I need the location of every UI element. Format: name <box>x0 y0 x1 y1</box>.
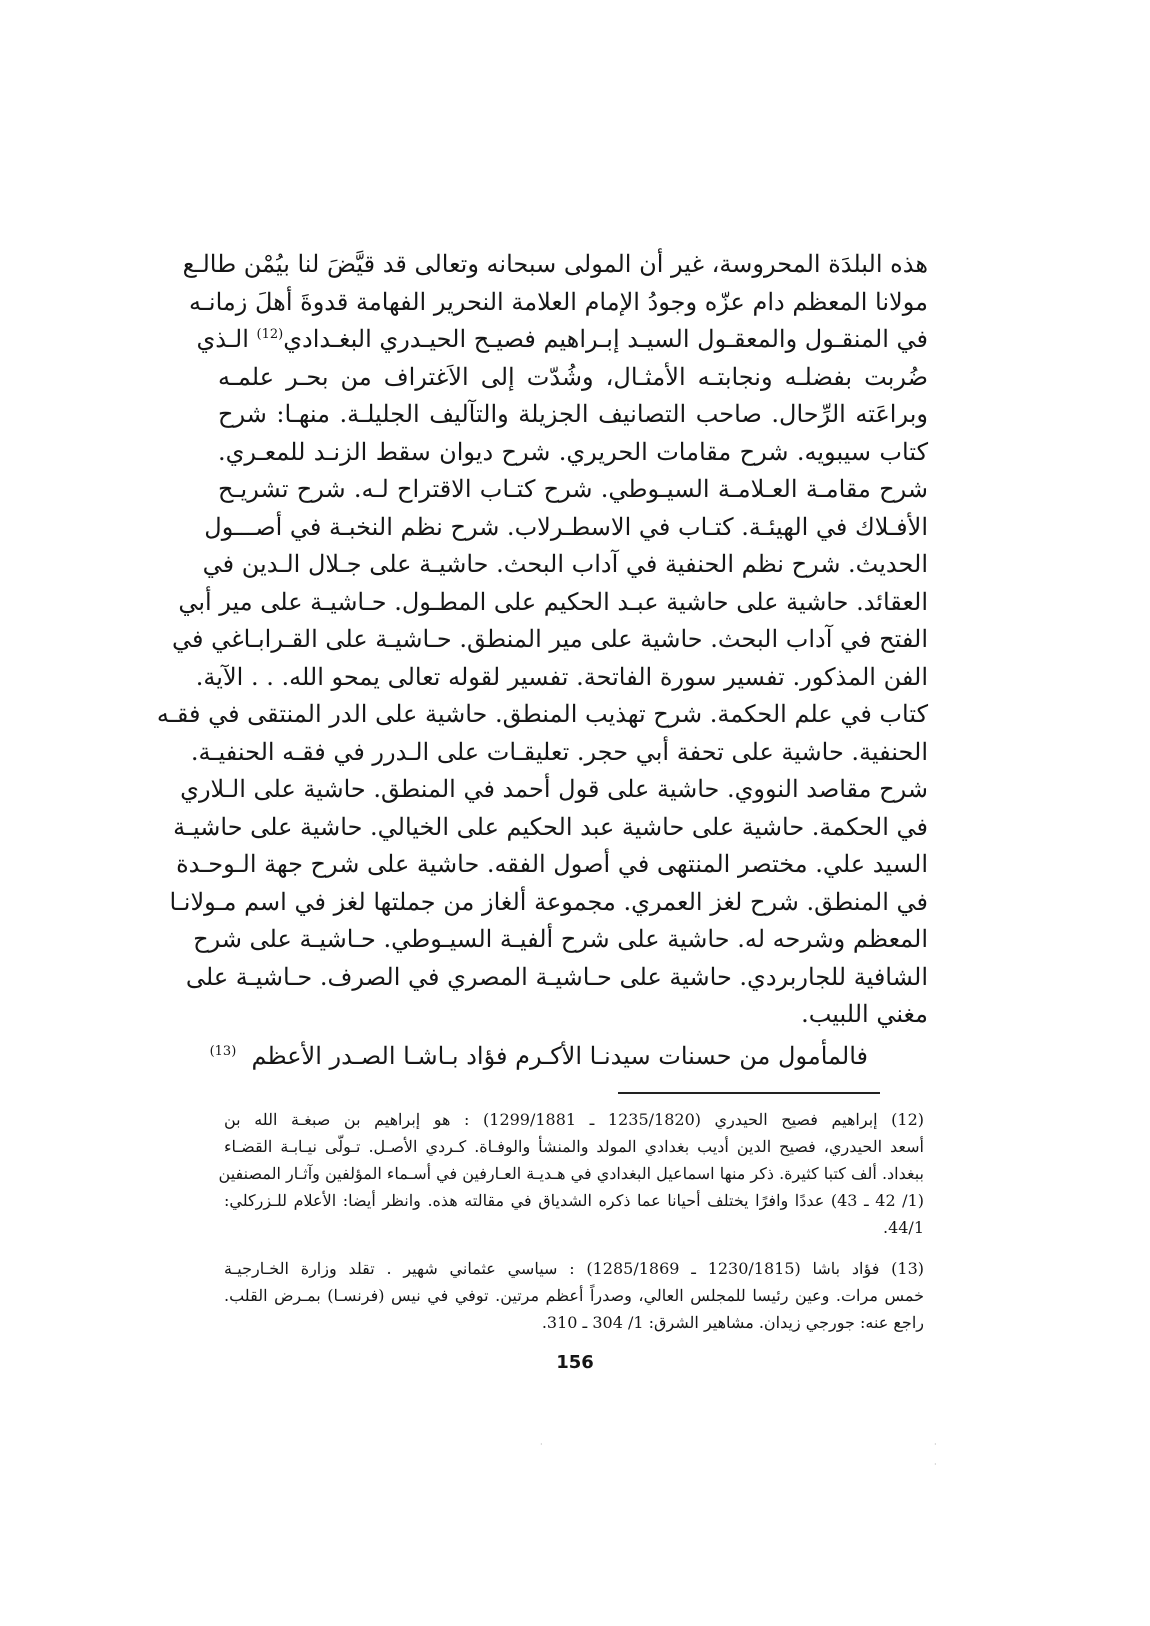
body-line: المعظم وشرحه له. حاشية على شرح ألفيـة السيـوطي. حـاشيـة على شرح <box>193 925 928 953</box>
body-line: هذه البلدَة المحروسة، غير أن المولى سبحانه وتعالى قد قيَّضَ لنا بيُمْن طالـع <box>182 250 928 278</box>
scan-speck: · <box>934 1440 937 1449</box>
body-line: كتاب سيبويه. شرح مقامات الحريري. شرح ديوان سقط الزنـد للمعـري. <box>218 437 928 466</box>
footnote-separator <box>618 1092 880 1094</box>
body-line: مولانا المعظم دام عزّه وجودُ الإمام العلامة النحرير الفهامة قدوةَ أهلَ زمانـه <box>189 287 928 316</box>
footnote-12 <box>218 1106 925 1241</box>
footnote-13 <box>224 1255 924 1336</box>
body-line: كتاب في علم الحكمة. شرح تهذيب المنطق. حاشية على الدر المنتقى في فقـه <box>156 700 928 728</box>
body-line: في المنطق. شرح لغز العمري. مجموعة ألغاز من جملتها لغز في اسم مـولانـا <box>169 887 928 916</box>
footnote-line: (12) إبراهيم فصيح الحيدري (1235/1820 ـ 1299/1881) : هو إبراهيم بن صبغـة الله بن <box>224 1110 925 1129</box>
body-line: الفن المذكور. تفسير سورة الفاتحة. تفسير لقوله تعالى يمحو الله. . . الآية. <box>195 662 928 691</box>
footnote-ref-13: (13) <box>209 1043 237 1059</box>
body-line: مغني اللبيب. <box>801 1000 928 1028</box>
footnote-line: 44/1. <box>882 1218 924 1237</box>
footnote-ref-12: (12) <box>256 327 284 342</box>
footnote-line: (1/ 42 ـ 43) عددًا وافرًا يختلف أحيانا عما ذكره الشدياق في مقالته هذه. وانظر أيضا: الأعلام للـزركلي: <box>224 1191 925 1210</box>
body-line: العقائد. حاشية على حاشية عبـد الحكيم على المطـول. حـاشيـة على مير أبي <box>178 587 928 616</box>
footnote-line: (13) فؤاد باشا (1230/1815 ـ 1285/1869) : سياسي عثماني شهير . تقلد وزارة الخـارجيـة <box>224 1259 925 1278</box>
body-line: الحديث. شرح نظم الحنفية في آداب البحث. حاشيـة على جـلال الـدين في <box>202 550 928 578</box>
body-line-text: في المنقـول والمعقـول السيـد إبـراهيم فصيـح الحيـدري البغـدادي <box>283 325 928 353</box>
footnote-line: أسعد الحيدري، فصيح الدين أديب بغدادي المولد والمنشأ والوفـاة. كـردي الأصـل. تـولّى نيـابـة القضـاء <box>224 1137 925 1156</box>
body-line: الفتح في آداب البحث. حاشية على مير المنطق. حـاشيـة على القـرابـاغي في <box>172 625 928 653</box>
body-line: شرح مقاصد النووي. حاشية على قول أحمد في المنطق. حاشية على الـلاري <box>180 775 928 803</box>
body-line: السيد علي. مختصر المنتهى في أصول الفقه. حاشية على شرح جهة الـوحـدة <box>176 850 928 878</box>
scan-speck: · <box>934 1460 937 1469</box>
body-line: الشافية للجاربردي. حاشية على حـاشيـة المصري في الصرف. حـاشيـة على <box>185 962 928 991</box>
footnotes <box>218 1106 925 1350</box>
catch-line-text: فالمأمول من حسنات سيدنـا الأكـرم فؤاد بـاشـا الصـدر الأعظم <box>251 1041 868 1070</box>
footnote-line: ببغداد. ألف كتبا كثيرة. ذكر منها اسماعيل البغدادي في هـديـة العـارفين في أسـماء المؤلفين وآثـار المصنفين <box>218 1164 924 1183</box>
body-line: شرح مقامـة العـلامـة السيـوطي. شرح كتـاب الاقتراح لـه. شرح تشريـح <box>218 475 928 503</box>
footnote-line: خمس مرات. وعين رئيسا للمجلس العالي، وصدراً أعظم مرتين. توفي في نيس (فرنسـا) بمـرض القلب. <box>224 1286 924 1305</box>
main-body-text <box>156 246 928 1078</box>
body-line-end: الـذي <box>196 325 257 353</box>
body-line: في الحكمة. حاشية على حاشية عبد الحكيم على الخيالي. حاشية على حاشيـة <box>173 812 928 841</box>
scan-speck: · <box>540 1440 543 1449</box>
footnote-line: راجع عنه: جورجي زيدان. مشاهير الشرق: 1/ 304 ـ 310. <box>541 1313 924 1332</box>
page-number: 156 <box>556 1352 594 1373</box>
body-line: ضُربت بفضلـه ونجابتـه الأمثـال، وشُدّت إلى الاَغتراف من بحـر علمـه <box>218 362 928 391</box>
body-line: وبراعَته الرِّحال. صاحب التصانيف الجزيلة والتآليف الجليلـة. منهـا: شرح <box>218 400 928 428</box>
body-line-with-footnote-ref <box>196 321 928 359</box>
body-line: الحنفية. حاشية على تحفة أبي حجر. تعليقـات على الـدرر في فقـه الحنفيـة. <box>190 737 928 766</box>
body-line: الأفـلاك في الهيئـة. كتـاب في الاسطـرلاب. شرح نظم النخبـة في أصـــول <box>204 512 928 541</box>
catch-line <box>209 1038 928 1078</box>
